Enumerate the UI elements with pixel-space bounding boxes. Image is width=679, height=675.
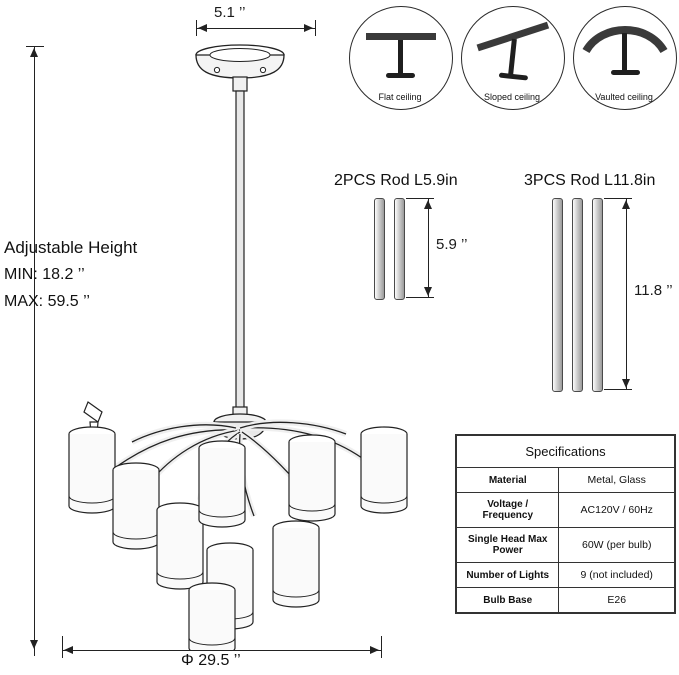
- spec-value: 60W (per bulb): [559, 528, 675, 563]
- dimension-tick-top: [406, 198, 434, 199]
- short-rod-group: [370, 198, 490, 308]
- dimension-tick-bottom: [604, 389, 632, 390]
- spec-value: E26: [559, 588, 675, 613]
- rod-long-2: [572, 198, 583, 392]
- rod-long-3: [592, 198, 603, 392]
- long-rod-length-label: 11.8 ’’: [634, 282, 673, 299]
- rod-short-1: [374, 198, 385, 300]
- sloped-ceiling-caption: Sloped ceiling: [483, 92, 541, 102]
- spec-value: AC120V / 60Hz: [559, 493, 675, 528]
- spec-key: Voltage / Frequency: [457, 493, 559, 528]
- arrow-left-icon: [64, 646, 73, 654]
- canopy-width-label: 5.1 ’’: [214, 4, 246, 21]
- max-height-label: MAX: 59.5 ’’: [4, 293, 90, 310]
- specifications-table: [455, 434, 676, 614]
- table-row: [457, 563, 675, 588]
- rod-long-1: [552, 198, 563, 392]
- adjustable-height-label: Adjustable Height: [4, 238, 138, 257]
- arrow-down-icon: [424, 287, 432, 296]
- dimension-line-vertical: [626, 198, 627, 390]
- arrow-up-icon: [622, 200, 630, 209]
- spec-key: Bulb Base: [457, 588, 559, 613]
- table-row: [457, 588, 675, 613]
- spec-key: Material: [457, 468, 559, 493]
- dimension-tick-left: [62, 636, 63, 658]
- table-row: [457, 468, 675, 493]
- min-height-label: MIN: 18.2 ’’: [4, 266, 85, 283]
- spec-key: Number of Lights: [457, 563, 559, 588]
- diameter-label: Φ 29.5 ’’: [181, 652, 241, 669]
- arrow-right-icon: [370, 646, 379, 654]
- table-row: [457, 528, 675, 563]
- dimension-tick-top: [604, 198, 632, 199]
- spec-value: 9 (not included): [559, 563, 675, 588]
- table-row: [457, 493, 675, 528]
- spec-value: Metal, Glass: [559, 468, 675, 493]
- spec-key: Single Head Max Power: [457, 528, 559, 563]
- dimension-tick-right: [381, 636, 382, 658]
- arrow-up-icon: [424, 200, 432, 209]
- short-rod-length-label: 5.9 ’’: [436, 236, 468, 253]
- dimension-line: [62, 650, 382, 651]
- long-rod-title: 3PCS Rod L11.8in: [524, 172, 656, 189]
- long-rod-group: [548, 198, 678, 398]
- vaulted-ceiling-caption: Vaulted ceiling: [595, 92, 653, 102]
- rod-short-2: [394, 198, 405, 300]
- short-rod-title: 2PCS Rod L5.9in: [334, 172, 458, 189]
- flat-ceiling-caption: Flat ceiling: [378, 92, 422, 102]
- spec-table-title: Specifications: [457, 436, 675, 468]
- dimension-line-vertical: [428, 198, 429, 298]
- arrow-down-icon: [622, 379, 630, 388]
- dimension-tick-bottom: [406, 297, 434, 298]
